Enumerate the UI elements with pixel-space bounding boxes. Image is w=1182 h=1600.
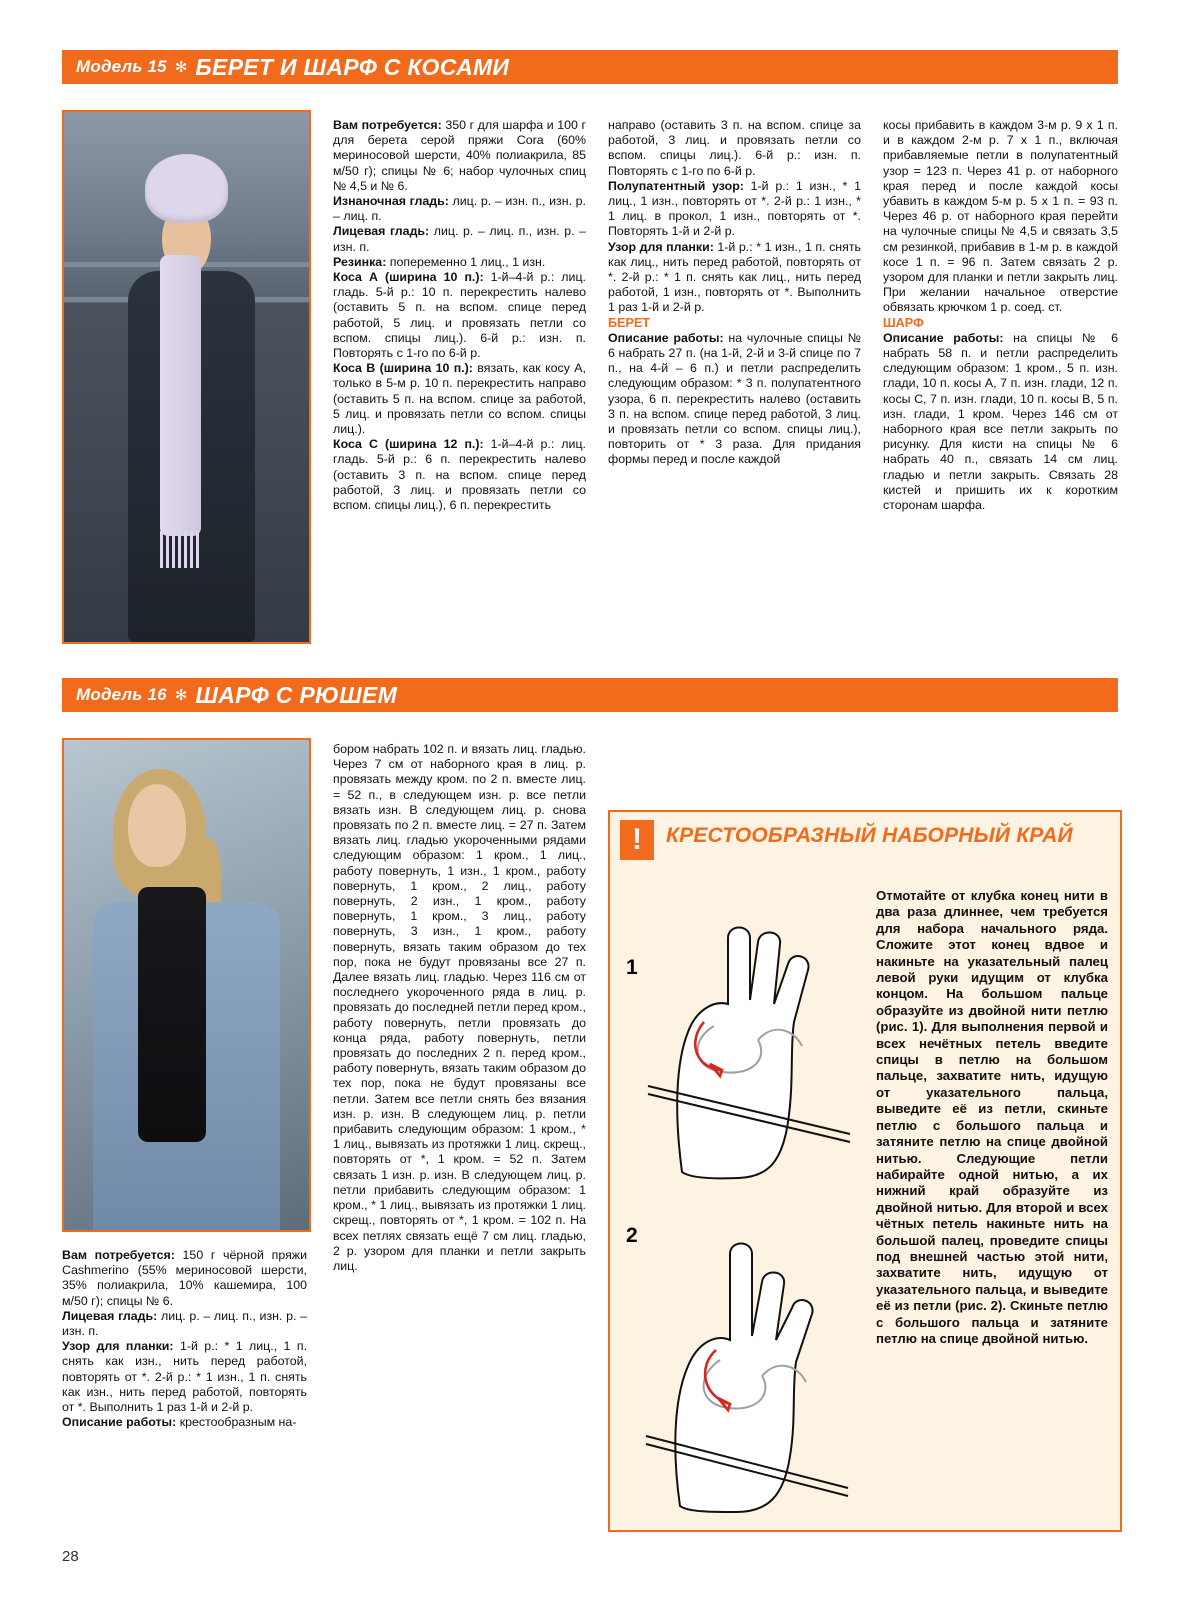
tip-header <box>610 812 1120 868</box>
paragraph-lead: Узор для планки: <box>608 239 714 254</box>
paragraph <box>62 1248 307 1309</box>
paragraph-text: 1-й р.: * 1 лиц., 1 п. снять как изн., нить перед работой, повторять от *. 2-й р.: * 1 изн., 1 п. снять как изн., нить перед работой, повторять от *. Выполнить 1 раз 1-й и 2-й р. <box>62 1339 308 1415</box>
scarf-fringe <box>160 531 202 568</box>
tip-figure-2 <box>618 1200 864 1522</box>
knitted-beret <box>145 154 228 223</box>
model-16-title: ШАРФ С РЮШЕМ <box>195 681 398 708</box>
paragraph-lead: Коса В (ширина 10 п.): <box>333 361 473 376</box>
paragraph-lead: Коса А (ширина 10 п.): <box>333 270 484 285</box>
figure-2-label: 2 <box>626 1224 638 1247</box>
paragraph-text: 1-й р.: * 1 изн., 1 п. снять как лиц., нить перед работой, повторять от *. 2-й р.: * 1 п. снять как лиц., нить перед работой, 1 изн., повторять от *. Выполнить 1 раз 1-й и 2-й р. <box>608 239 861 315</box>
paragraph-text: лиц. р. – лиц. п., изн. р. – изн. п. <box>333 224 586 254</box>
star-icon: ✻ <box>174 687 188 704</box>
paragraph-text: 1-й–4-й р.: лиц. гладь. 5-й р.: 10 п. перекрестить налево (оставить 5 п. на вспом. спице перед работой, 5 лиц. и провязать петли со вспом. спицы лиц.). 6-й р.: изн. п. Повторять с 1-го по 6-й р. <box>333 270 586 361</box>
paragraph-text: вязать, как косу А, только в 5-м р. 10 п. перекрестить направо (оставить 5 п. на вспом. спице за работой, 5 лиц. и провязать петли со вспом. спицы лиц.). <box>333 361 586 437</box>
star-icon: ✻ <box>174 59 188 76</box>
tip-figure-1 <box>618 872 864 1192</box>
paragraph-text: косы прибавить в каждом 3-м р. 9 х 1 п. и в каждом 2-м р. 7 х 1 п., включая прибавляемые петли в полупатентный узор = 123 п. Через 41 р. от наборного края перед и после каждой косы убавить в каждом 5-м р. 5 х 1 п. = 93 п. Через 46 р. от наборного края перейти на чулочные спицы № 4,5 и связать 3,5 см резинкой, прибавив в 1-м р. в каждой косе 1 п. = 96 п. Затем связать 2 р. узором для планки и петли закрыть лиц. При желании начальное отверстие обвязать крючком 1 р. соед. ст. <box>883 118 1118 315</box>
model-face <box>128 784 187 867</box>
tip-box-cross-cast-on <box>608 810 1122 1532</box>
paragraph <box>883 331 1118 513</box>
model-16-number: Модель 16 <box>76 685 167 704</box>
hand-cast-on-illustration-1 <box>618 872 864 1192</box>
paragraph-text: лиц. р. – лиц. п., изн. р. – изн. п. <box>62 1308 307 1339</box>
paragraph-text: 150 г чёрной пряжи Cashmerino (55% мериносовой шерсти, 35% полиакрила, 10% кашемира, 100 м/50 г); спицы № 6. <box>62 1248 307 1308</box>
paragraph <box>333 270 586 361</box>
tip-body-text: Отмотайте от клубка конец нити в два раза длиннее, чем требуется для набора начального ряда. Сложите этот конец вдвое и накиньте на указательный палец левой руки идущим от клубка концом. На большом пальце образуйте из двойной нити петлю (рис. 1). Для выполнения первой и всех нечётных петель введите спицы в петлю на большом пальце, захватите нить, идущую от указательного пальца, выведите её из петли, скиньте петлю с большого пальца и затяните петлю на спице двойной нитью. Следующие петли набирайте одной нитью, а их нижний край образуйте из двойной нитью. Для второй и всех чётных петель накиньте нить на большой палец, проведите спицы под внешней частью этой нити, захватите нить, идущую от указательного пальца, и выведите её из петли (рис. 2). Скиньте петлю с большого пальца и затяните петлю на спице двойной нитью. <box>876 888 1108 1346</box>
model-16-photo <box>62 738 311 1232</box>
paragraph-lead: Лицевая гладь: <box>62 1308 158 1323</box>
section-subheading-scarf: ШАРФ <box>883 315 924 330</box>
paragraph-text: лиц. р. – изн. п., изн. р. – лиц. п. <box>333 194 586 224</box>
paragraph-text: крестообразным на- <box>176 1415 297 1430</box>
paragraph <box>62 1415 307 1430</box>
paragraph-text: 1-й р.: 1 изн., * 1 лиц., 1 изн., повторять от *. 2-й р.: 1 изн., * 1 лиц. в прокол, 1 изн., повторять от *. Повторять 1-й и 2-й р. <box>608 178 861 239</box>
paragraph-lead: Описание работы: <box>608 330 724 345</box>
paragraph-lead: Лицевая гладь: <box>333 224 430 239</box>
model-16-column-1 <box>62 1248 307 1430</box>
paragraph <box>883 118 1118 316</box>
model-15-column-1 <box>333 118 586 513</box>
tip-title: КРЕСТООБРАЗНЫЙ НАБОРНЫЙ КРАЙ <box>666 824 1073 847</box>
paragraph-text: направо (оставить 3 п. на вспом. спице за работой, 3 лиц. и провязать петли со вспом. спицы лиц.). 6-й р.: изн. п. Повторять с 1-го по 6-й р. <box>608 118 861 178</box>
paragraph <box>333 361 586 437</box>
paragraph <box>608 331 861 468</box>
paragraph-lead: Изнаночная гладь: <box>333 194 449 209</box>
paragraph-lead: Коса С (ширина 12 п.): <box>333 437 484 452</box>
paragraph-lead: Описание работы: <box>62 1415 177 1430</box>
hand-cast-on-illustration-2 <box>618 1200 864 1522</box>
paragraph <box>333 118 586 194</box>
ruffled-scarf <box>138 887 207 1142</box>
exclamation-icon: ! <box>620 820 654 860</box>
page-number: 28 <box>62 1548 79 1565</box>
paragraph-text: 1-й–4-й р.: лиц. гладь. 5-й р.: 6 п. перекрестить налево (оставить 3 п. на вспом. спице перед работой, 3 лиц. и провязать петли со вспом. спицы лиц.), 6 п. перекрестить <box>333 437 586 513</box>
section-subheading-beret: БЕРЕТ <box>608 315 650 330</box>
paragraph <box>333 742 586 1274</box>
model-15-column-2 <box>608 118 861 468</box>
paragraph-lead: Узор для планки: <box>62 1339 174 1354</box>
paragraph <box>608 240 861 316</box>
paragraph-text: 350 г для шарфа и 100 г для берета серой пряжи Cora (60% мериносовой шерсти, 40% полиакрила, 85 м/50 г); спицы № 6; набор чулочных спиц № 4,5 и № 6. <box>333 118 586 193</box>
paragraph-lead: Вам потребуется: <box>62 1248 175 1262</box>
knitted-scarf <box>160 255 202 536</box>
paragraph-lead: Резинка: <box>333 254 387 269</box>
paragraph <box>62 1339 307 1415</box>
paragraph <box>333 224 586 254</box>
figure-1-label: 1 <box>626 956 638 979</box>
paragraph <box>608 118 861 179</box>
paragraph <box>333 255 586 270</box>
paragraph <box>333 437 586 513</box>
model-15-header <box>62 50 1118 84</box>
model-15-number: Модель 15 <box>76 57 167 76</box>
model-16-header <box>62 678 1118 712</box>
paragraph-text: бором набрать 102 п. и вязать лиц. гладью. Через 7 см от наборного края в лиц. р. провязать между кром. по 2 п. вместе лиц. = 52 п., в следующем изн. р. все петли вязать изн. В следующем лиц. р. снова провязать по 2 п. вместе лиц. = 27 п. Затем вязать лиц. гладью укороченными рядами следующим образом: 1 кром., 1 лиц., работу повернуть, 1 изн., 1 кром., работу повернуть, 1 кром., 2 лиц., работу повернуть, 2 изн., 1 кром., работу повернуть, 1 кром., 3 лиц., работу повернуть, 3 изн., 1 кром., работу повернуть, вязать таким образом до тех пор, пока не будут провязаны все 27 п. Далее вязать лиц. гладью. Через 116 см от последнего укороченного ряда в лиц. р. провязать до последней петли перед кром., работу повернуть, петли провязать до конца ряда, работу повернуть, петли провязать до последних 2 п. перед кром., работу повернуть, вязать таким образом до тех пор, пока не будут провязаны все петли. Затем все петли снять без вязания изн. р. изн. В следующем лиц. р. петли прибавить следующим образом: 1 кром., * 1 лиц., вывязать из протяжки 1 лиц. скрещ., повторять от *, 1 кром. = 52 п. Затем связать 1 изн. р. изн. В следующем лиц. р. петли прибавить следующим образом: 1 кром., * 1 лиц., вывязать из протяжки 1 лиц. скрещ., повторять от *, 1 кром. = 102 п. На всех петлях связать ещё 7 см лиц. гладью, 2 р. узором для планки и петли закрыть лиц. <box>333 742 586 1273</box>
paragraph-text: на чулочные спицы № 6 набрать 27 п. (на 1-й, 2-й и 3-й спице по 7 п., на 4-й – 6 п.) и петли распределить следующим образом: * 3 п. полупатентного узора, 6 п. перекрестить налево (оставить 3 п. на вспом. спице перед работой, 3 лиц. и провязать петли со вспом. спицы лиц.), повторить от * 3 раза. Для придания формы перед и после каждой <box>608 330 861 467</box>
model-15-photo <box>62 110 311 644</box>
paragraph-lead: Полупатентный узор: <box>608 178 744 193</box>
paragraph <box>608 179 861 240</box>
paragraph <box>62 1309 307 1339</box>
paragraph-text: на спицы № 6 набрать 58 п. и петли распределить следующим образом: 1 кром., 5 п. изн. глади, 10 п. косы А, 7 п. изн. глади, 12 п. косы С, 7 п. изн. глади, 10 п. косы В, 5 п. изн. глади, 1 кром. Через 146 см от наборного края все петли закрыть по рисунку. Для кисти на спицы № 6 набрать 40 п., связать 14 см лиц. гладью и петли закрыть. Связать 28 кистей и пришить их к коротким сторонам шарфа. <box>883 330 1118 513</box>
paragraph-text: попеременно 1 лиц., 1 изн. <box>386 254 546 269</box>
model-15-title: БЕРЕТ И ШАРФ С КОСАМИ <box>195 53 510 80</box>
model-16-column-2 <box>333 742 586 1274</box>
paragraph-lead: Описание работы: <box>883 330 1004 345</box>
model-15-column-3 <box>883 118 1118 513</box>
paragraph <box>333 194 586 224</box>
paragraph-lead: Вам потребуется: <box>333 118 442 132</box>
